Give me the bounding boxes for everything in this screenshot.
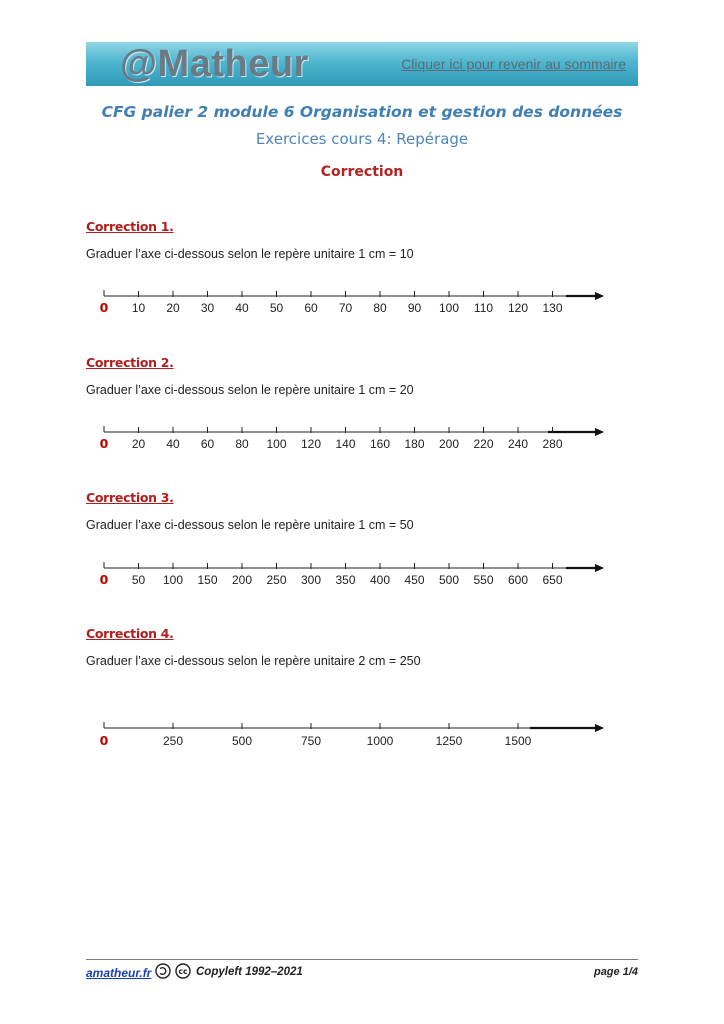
axis-tick-label: 150 <box>197 573 218 587</box>
axis-tick-label: 80 <box>235 437 249 451</box>
axis-tick-label: 50 <box>269 301 284 315</box>
exercise-3-instruction: Graduer l’axe ci-dessous selon le repère unitaire 1 cm = 50 <box>86 518 414 532</box>
axis-arrow-head <box>595 292 604 300</box>
axis-tick-label: 20 <box>166 301 180 315</box>
number-line-2 <box>0 418 724 458</box>
axis-tick-label: 400 <box>369 573 391 587</box>
axis-tick-label: 1250 <box>435 734 463 748</box>
axis-tick-label: 90 <box>407 301 422 315</box>
axis-tick-label: 350 <box>335 573 356 587</box>
axis-arrow-head <box>595 428 604 436</box>
axis-tick-label: 40 <box>166 437 180 451</box>
axis-origin-label: 0 <box>99 436 109 451</box>
correction-heading: Correction <box>320 164 404 180</box>
axis-origin-label: 0 <box>99 572 109 587</box>
number-line-3 <box>0 554 724 594</box>
axis-tick-label: 250 <box>162 734 184 748</box>
svg-text:cc: cc <box>178 967 188 976</box>
copyleft-text: Copyleft 1992–2021 <box>196 966 303 978</box>
header-banner <box>86 42 638 86</box>
cc-icon <box>176 964 190 978</box>
axis-tick-label: 1500 <box>504 734 532 748</box>
site-logo: @Matheur <box>120 43 309 85</box>
axis-tick-label: 280 <box>542 437 563 451</box>
exercise-4-instruction: Graduer l’axe ci-dessous selon le repère unitaire 2 cm = 250 <box>86 654 421 668</box>
axis-tick-label: 300 <box>300 573 322 587</box>
exercise-2-instruction: Graduer l’axe ci-dessous selon le repère unitaire 1 cm = 20 <box>86 383 414 397</box>
axis-tick-label: 100 <box>438 301 460 315</box>
axis-origin-label: 0 <box>99 300 109 315</box>
axis-tick-label: 60 <box>200 437 215 451</box>
axis-tick-label: 160 <box>369 437 391 451</box>
axis-tick-label: 140 <box>335 437 356 451</box>
axis-tick-label: 70 <box>338 301 353 315</box>
axis-tick-label: 40 <box>235 301 249 315</box>
axis-tick-label: 750 <box>300 734 322 748</box>
number-line-1 <box>0 282 724 322</box>
axis-tick-label: 650 <box>542 573 563 587</box>
page-subtitle: Exercices cours 4: Repérage <box>255 130 469 148</box>
exercise-2-title: Correction 2. <box>86 355 174 370</box>
page-title: CFG palier 2 module 6 Organisation et gestion des données <box>101 103 623 121</box>
exercise-4-title: Correction 4. <box>86 626 174 641</box>
axis-tick-label: 120 <box>300 437 322 451</box>
axis-tick-label: 100 <box>266 437 287 451</box>
axis-tick-label: 500 <box>438 573 460 587</box>
number-line-4 <box>0 714 724 754</box>
axis-tick-label: 500 <box>231 734 253 748</box>
back-to-summary-link[interactable]: Cliquer ici pour revenir au sommaire <box>401 56 626 72</box>
axis-tick-label: 20 <box>131 437 146 451</box>
axis-tick-label: 100 <box>162 573 184 587</box>
exercise-3-title: Correction 3. <box>86 490 174 505</box>
page-number: page 1/4 <box>593 966 638 978</box>
axis-tick-label: 180 <box>404 437 425 451</box>
footer-divider <box>86 959 638 960</box>
footer-site-link[interactable]: amatheur.fr <box>86 966 152 980</box>
axis-arrow-head <box>595 564 604 572</box>
axis-tick-label: 80 <box>373 301 387 315</box>
axis-tick-label: 550 <box>473 573 494 587</box>
axis-tick-label: 1000 <box>366 734 394 748</box>
axis-arrow-head <box>595 724 604 732</box>
exercise-1-title: Correction 1. <box>86 219 174 234</box>
axis-tick-label: 600 <box>507 573 529 587</box>
axis-tick-label: 120 <box>507 301 529 315</box>
exercise-1-instruction: Graduer l’axe ci-dessous selon le repère unitaire 1 cm = 10 <box>86 247 414 261</box>
axis-tick-label: 200 <box>438 437 460 451</box>
axis-tick-label: 60 <box>304 301 318 315</box>
axis-tick-label: 50 <box>131 573 146 587</box>
axis-tick-label: 10 <box>131 301 146 315</box>
axis-tick-label: 450 <box>404 573 425 587</box>
axis-tick-label: 110 <box>473 301 494 315</box>
axis-tick-label: 220 <box>473 437 494 451</box>
axis-tick-label: 240 <box>507 437 529 451</box>
axis-origin-label: 0 <box>99 733 109 748</box>
axis-tick-label: 200 <box>231 573 253 587</box>
axis-tick-label: 30 <box>200 301 215 315</box>
creative-commons-icons <box>155 962 193 980</box>
copyleft-icon <box>156 964 170 978</box>
axis-tick-label: 130 <box>542 301 563 315</box>
axis-tick-label: 250 <box>266 573 287 587</box>
